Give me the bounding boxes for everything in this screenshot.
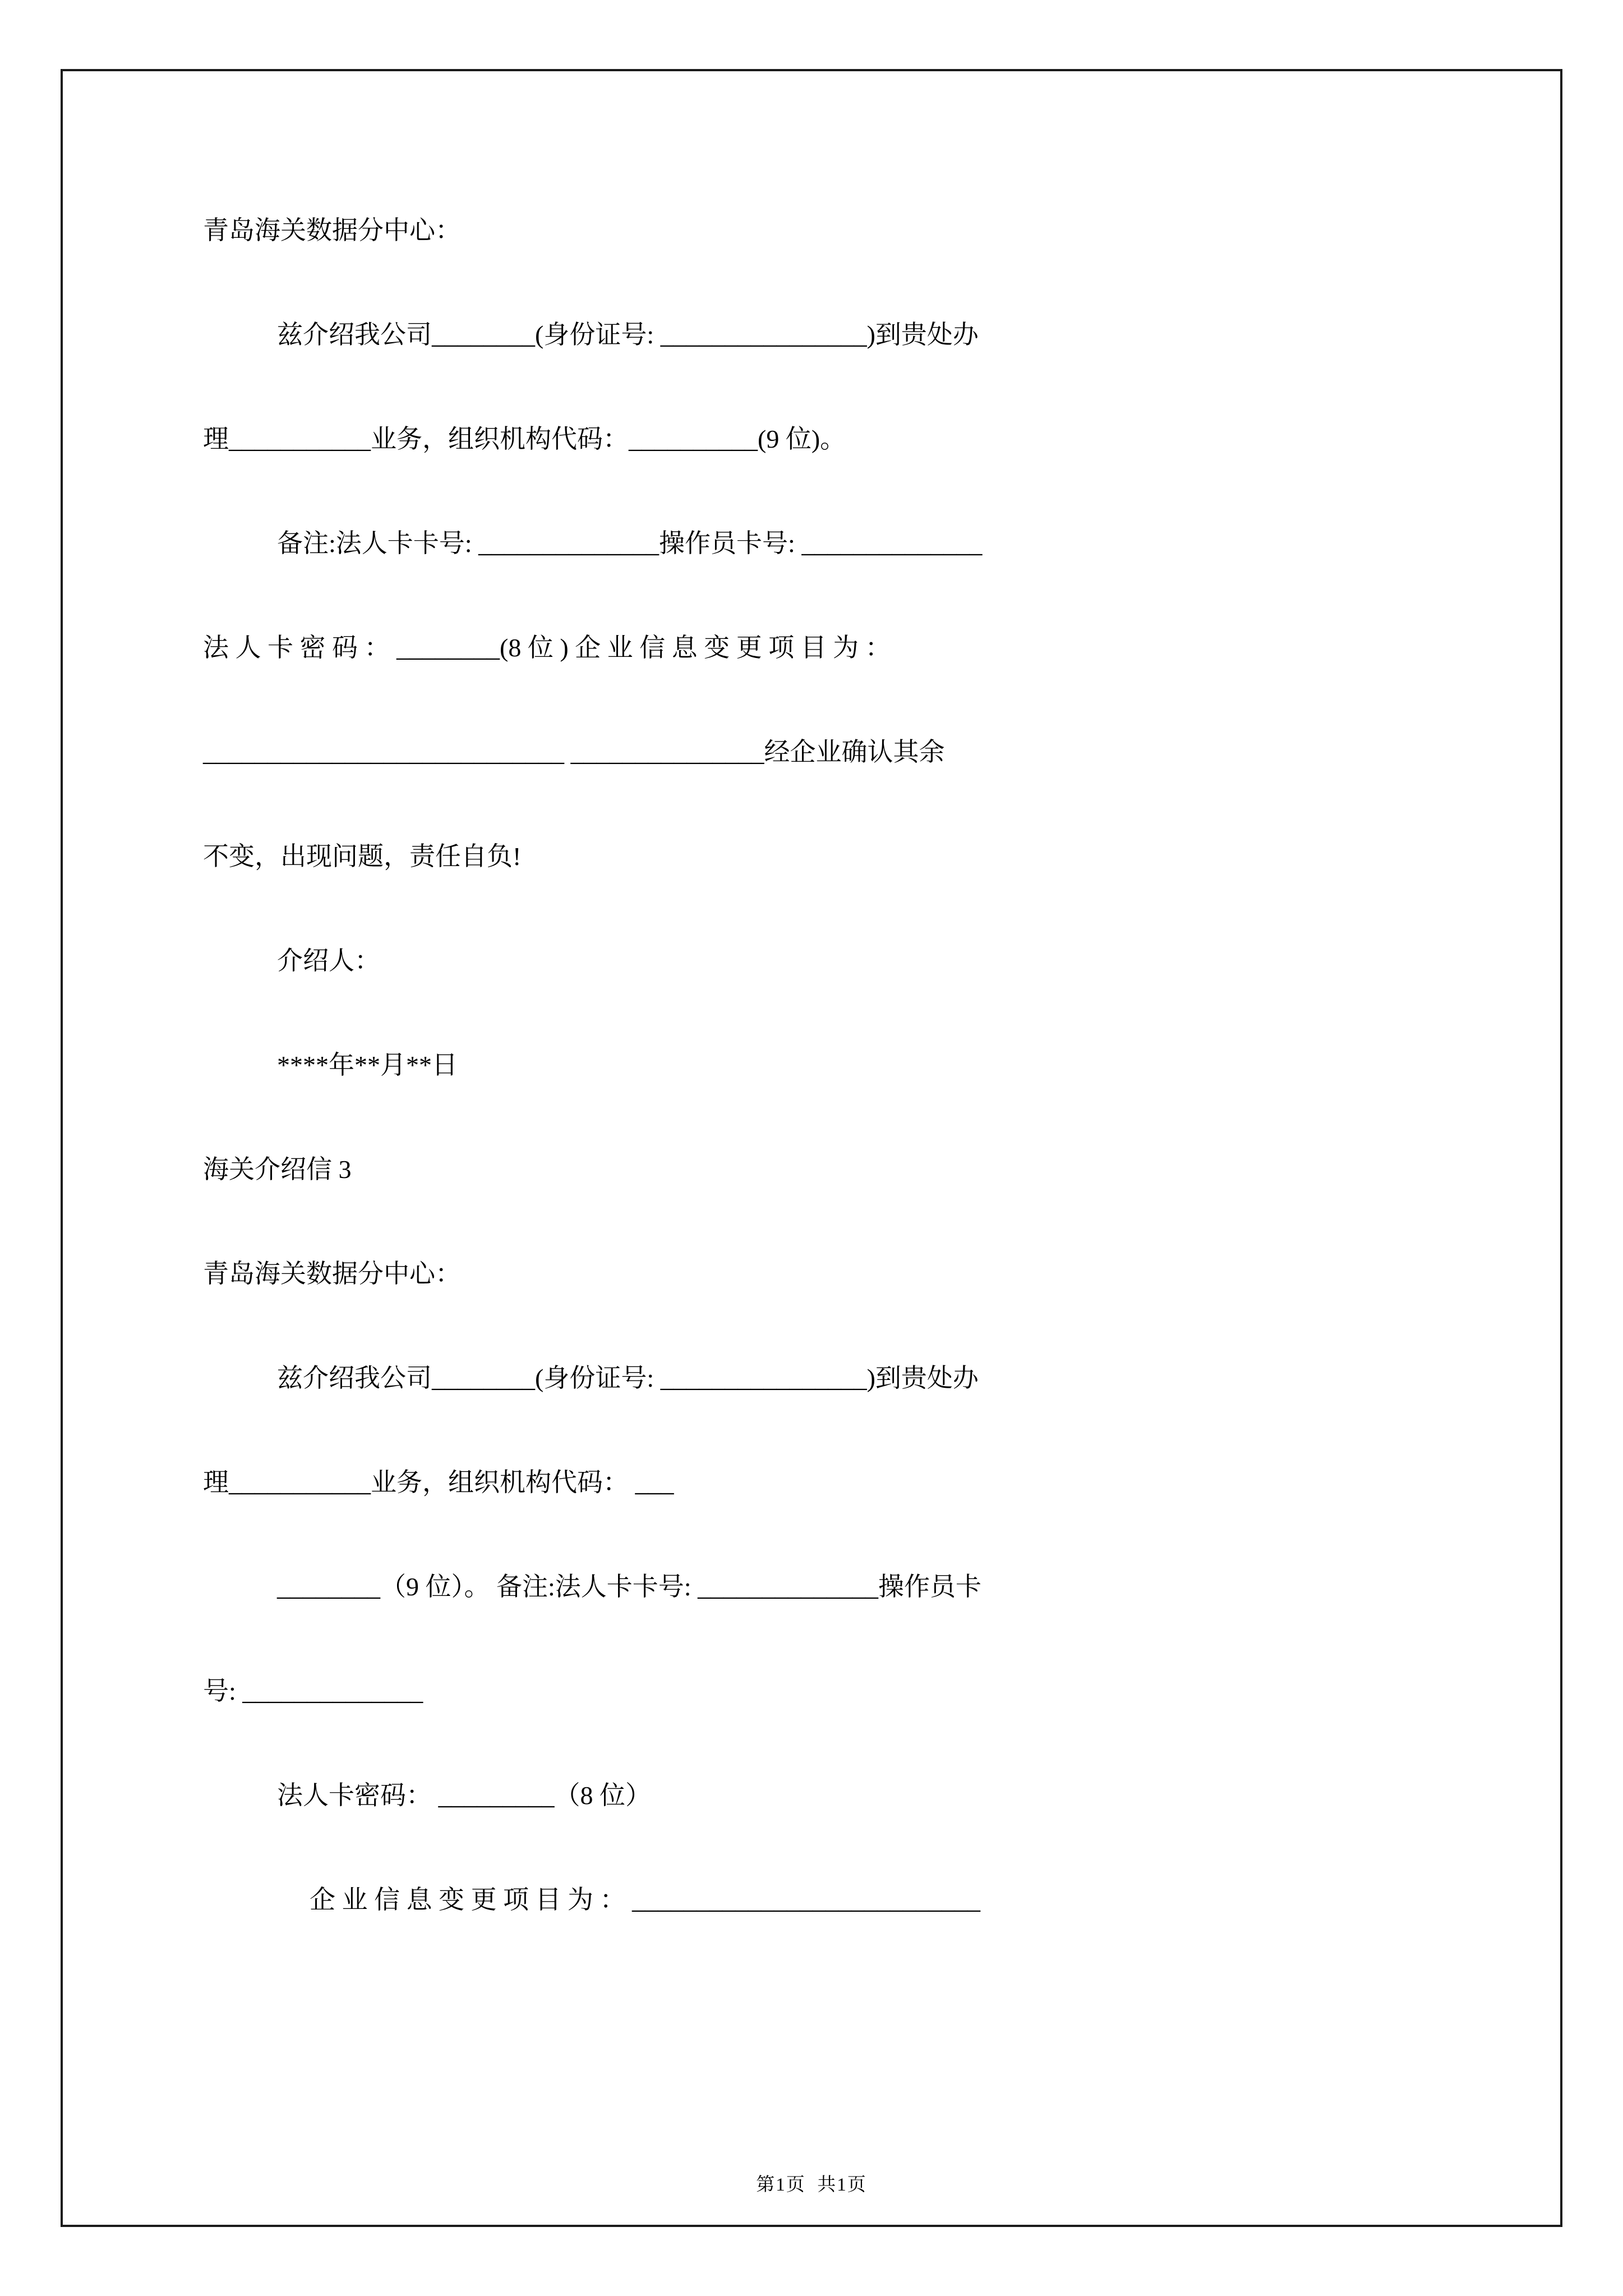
document-line: 兹介绍我公司________(身份证号: ________________)到贵处办 — [277, 1364, 979, 1392]
document-line: 不变，出现问题，责任自负! — [203, 842, 522, 871]
document-line: 备注:法人卡卡号: ______________操作员卡号: ______________ — [277, 529, 983, 558]
document-line: 理___________业务，组织机构代码： ___ — [203, 1468, 674, 1497]
document-line: 兹介绍我公司________(身份证号: ________________)到贵处办 — [277, 320, 979, 349]
document-line: 青岛海关数据分中心： — [203, 1259, 461, 1288]
document-line: ____________________________ _______________经企业确认其余 — [203, 738, 945, 766]
document-line: 青岛海关数据分中心： — [203, 216, 461, 245]
page-footer: 第1页 共1页 — [756, 2175, 867, 2195]
document-line: 法 人 卡 密 码 ： ________(8 位 ) 企 业 信 息 变 更 项 目 为 ： — [203, 633, 891, 662]
document-line: 法人卡密码： _________（8 位） — [277, 1781, 651, 1810]
document-line: 号: ______________ — [203, 1677, 423, 1705]
section-heading: 海关介绍信 3 — [203, 1155, 352, 1184]
document-line: 介绍人： — [277, 946, 380, 975]
document-body — [203, 178, 1426, 1952]
document-line: ****年**月**日 — [277, 1051, 458, 1079]
document-line: ________（9 位）。 备注:法人卡卡号: ______________操作员卡 — [277, 1572, 982, 1601]
document-line: 理___________业务，组织机构代码：__________(9 位)。 — [203, 425, 846, 453]
document-line: 企 业 信 息 变 更 项 目 为 ： ___________________________ — [310, 1885, 980, 1914]
